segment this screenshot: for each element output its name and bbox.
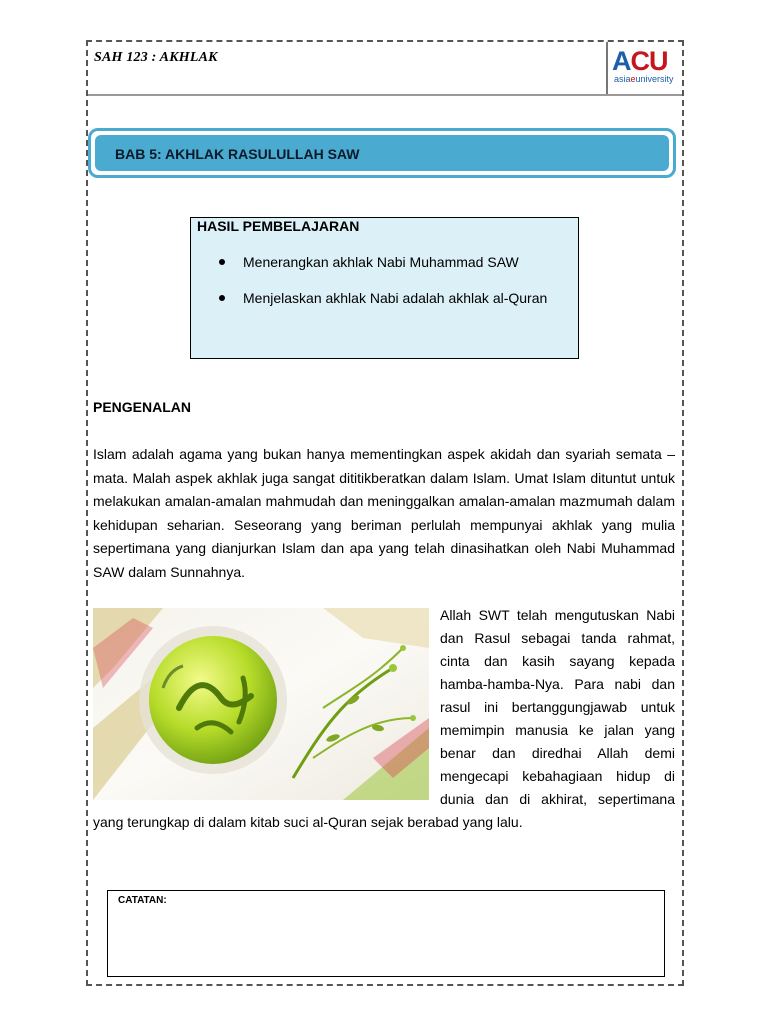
chapter-banner-fill <box>95 135 669 171</box>
learning-outcomes-title: HASIL PEMBELAJARAN <box>197 218 360 234</box>
header-underline <box>88 94 682 96</box>
learning-outcomes-box <box>190 217 579 359</box>
header-divider <box>606 42 608 95</box>
chapter-banner <box>88 128 676 178</box>
muhammad-calligraphy-image <box>93 608 429 800</box>
learning-outcome-item: Menerangkan akhlak Nabi Muhammad SAW <box>219 254 547 290</box>
notes-label: CATATAN: <box>118 895 167 906</box>
chapter-title: BAB 5: AKHLAK RASULULLAH SAW <box>115 146 360 162</box>
side-paragraph: Allah SWT telah mengutuskan Nabi dan Rasul sebagai tanda rahmat, cinta dan kasih sayang kepada hamba-hamba-Nya. Para nabi dan rasul ini bertanggungjawab untuk memimpin manusia ke jalan yang benar dan diredhai Allah demi mengecapi kebahagiaan hidup di dunia dan di akhirat, sepertimana <box>440 607 675 807</box>
logo-wordmark: asiaeuniversity <box>614 74 674 84</box>
page-header <box>88 42 682 95</box>
notes-box[interactable] <box>107 890 665 977</box>
intro-paragraph: Islam adalah agama yang bukan hanya mementingkan aspek akidah dan syariah semata – mata. Malah aspek akhlak juga sangat dititikberatkan dalam Islam. Umat Islam dituntut untuk melakukan amalan-amalan mahmudah dan meninggalkan amalan-amalan mazmumah dalam kehidupan seharian. Seseorang yang beriman perlulah mempunyai akhlak yang mulia sepertimana yang dianjurkan Islam dan apa yang telah dinasihatkan oleh Nabi Muhammad SAW dalam Sunnahnya. <box>93 446 675 580</box>
learning-outcome-item: Menjelaskan akhlak Nabi adalah akhlak al-Quran <box>219 290 547 326</box>
side-paragraph-continuation: yang terungkap di dalam kitab suci al-Quran sejak berabad yang lalu. <box>93 814 523 830</box>
logo-letters: ACU <box>612 46 668 76</box>
calligraphy-illustration <box>93 608 429 800</box>
university-logo <box>612 46 680 88</box>
course-code: SAH 123 : AKHLAK <box>94 50 218 65</box>
section-heading: PENGENALAN <box>93 399 192 415</box>
learning-outcomes-list <box>219 254 547 326</box>
